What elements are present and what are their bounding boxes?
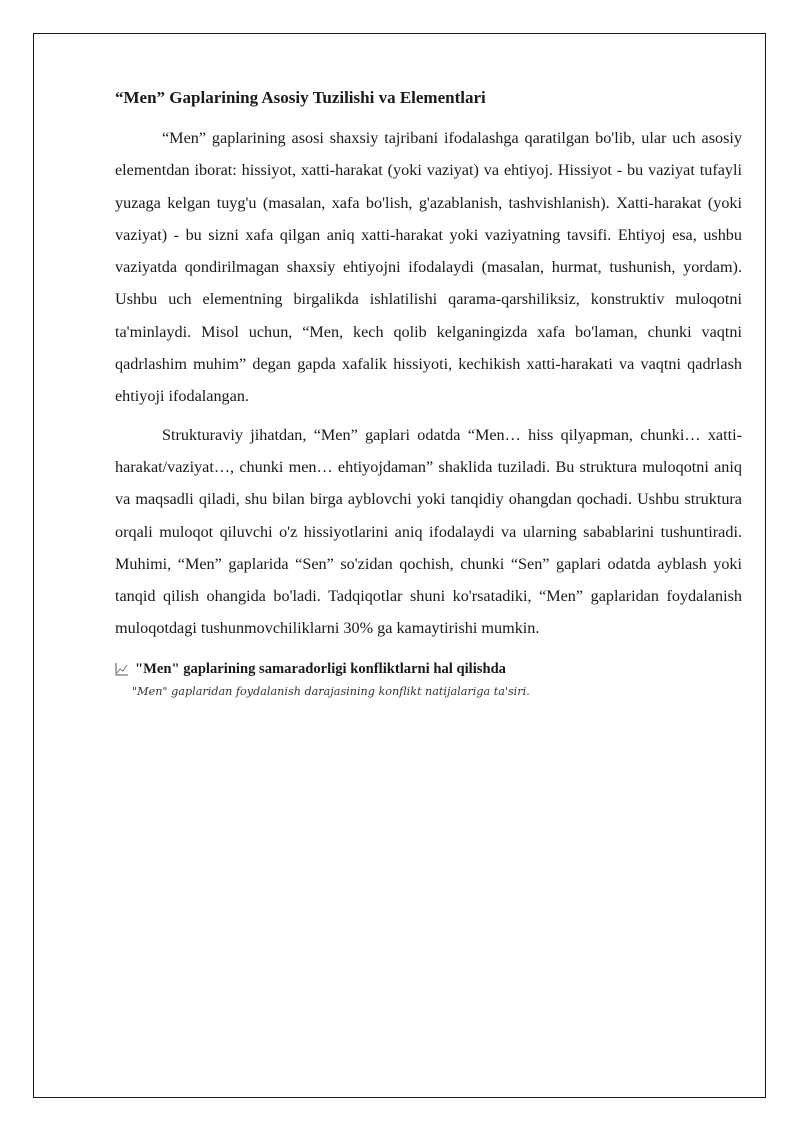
- figure-title-row: [115, 659, 742, 679]
- figure-placeholder: [115, 659, 742, 698]
- figure-title: "Men" gaplarining samaradorligi konfliktlarni hal qilishda: [135, 660, 506, 677]
- document-body: [115, 86, 742, 698]
- figure-caption: "Men" gaplaridan foydalanish darajasining konflikt natijalariga ta'siri.: [132, 684, 530, 698]
- section-heading: “Men” Gaplarining Asosiy Tuzilishi va Elementlari: [115, 88, 486, 107]
- line-chart-icon: [115, 662, 129, 676]
- paragraph-2: Strukturaviy jihatdan, “Men” gaplari odatda “Men… hiss qilyapman, chunki… xatti-harakat/vaziyat…, chunki men… ehtiyojdaman” shaklida tuziladi. Bu struktura muloqotni aniq va maqsadli qiladi, shu bilan birga ayblovchi yoki tanqidiy ohangdan qochadi. Ushbu struktura orqali muloqot qiluvchi o'z hissiyotlarini aniq ifodalaydi va ularning sabablarini tushuntiradi. Muhimi, “Men” gaplarida “Sen” so'zidan qochish, chunki “Sen” gaplari odatda ayblash yoki tanqid qilish ohangida bo'ladi. Tadqiqotlar shuni ko'rsatadiki, “Men” gaplaridan foydalanish muloqotdagi tushunmovchiliklarni 30% ga kamaytirishi mumkin.: [115, 425, 742, 638]
- paragraph-1: “Men” gaplarining asosi shaxsiy tajribani ifodalashga qaratilgan bo'lib, ular uch asosiy elementdan iborat: hissiyot, xatti-harakat (yoki vaziyat) va ehtiyoj. Hissiyot - bu vaziyat tufayli yuzaga kelgan tuyg'u (masalan, xafa bo'lish, g'azablanish, tashvishlanish). Xatti-harakat (yoki vaziyat) - bu sizni xafa qilgan aniq xatti-harakat yoki vaziyatning tavsifi. Ehtiyoj esa, ushbu vaziyatda qondirilmagan shaxsiy ehtiyojni ifodalaydi (masalan, hurmat, tushunish, yordam). Ushbu uch elementning birgalikda ishlatilishi qarama-qarshiliksiz, konstruktiv muloqotni ta'minlaydi. Misol uchun, “Men, kech qolib kelganingizda xafa bo'laman, chunki vaqtni qadrlashim muhim” degan gapda xafalik hissiyoti, kechikish xatti-harakati va vaqtni qadrlash ehtiyoji ifodalangan.: [115, 129, 742, 406]
